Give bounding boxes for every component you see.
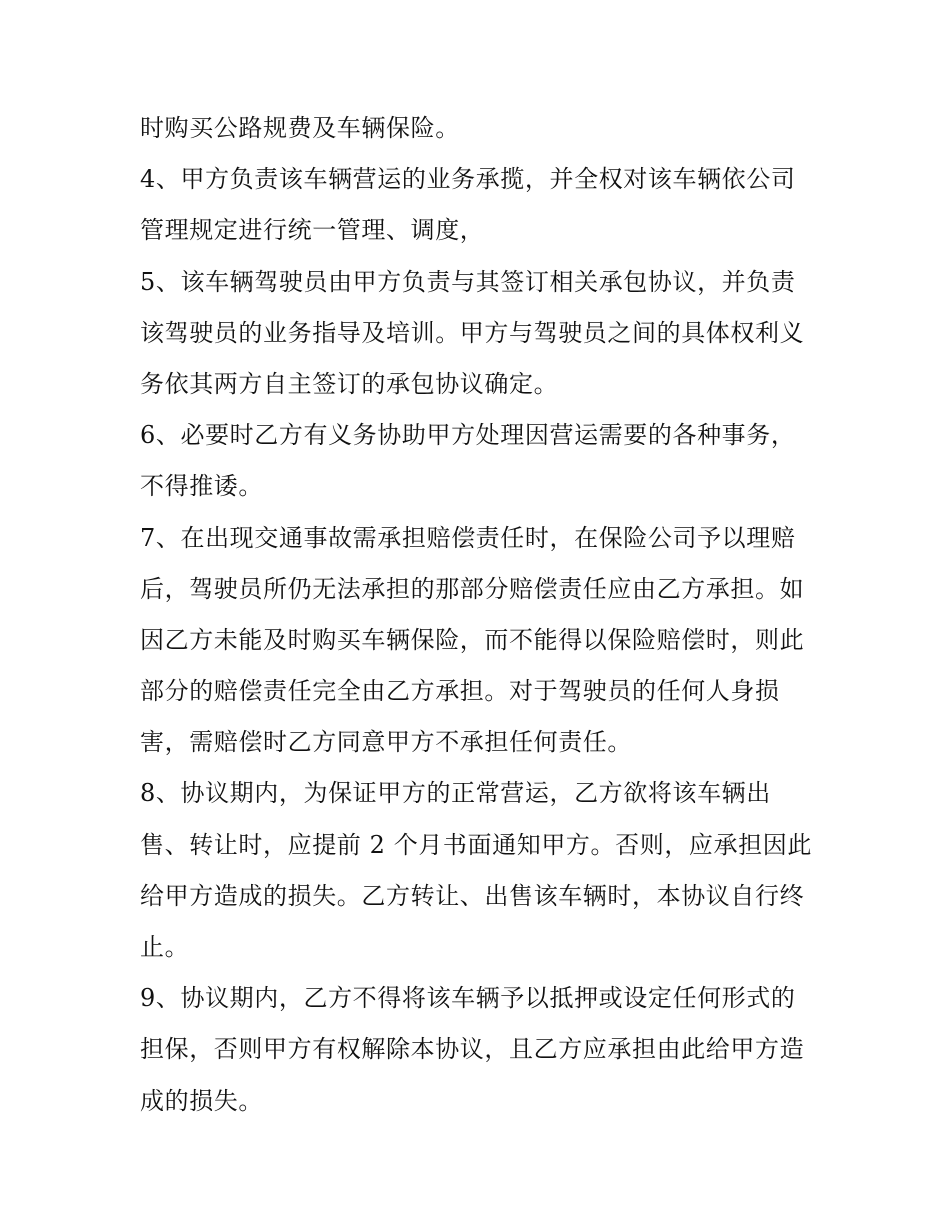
text-line: 8、协议期内，为保证甲方的正常营运，乙方欲将该车辆出 <box>140 779 771 808</box>
text-line: 时购买公路规费及车辆保险。 <box>140 114 460 142</box>
text-line: 6、必要时乙方有义务协助甲方处理因营运需要的各种事务， <box>140 421 796 450</box>
text-line: 4、甲方负责该车辆营运的业务承揽，并全权对该车辆依公司 <box>140 165 796 194</box>
text-line: 售、转让时，应提前 2 个月书面通知甲方。否则，应承担因此 <box>140 830 812 859</box>
text-line: 止。 <box>140 933 190 961</box>
text-line: 9、协议期内，乙方不得将该车辆予以抵押或设定任何形式的 <box>140 984 796 1013</box>
text-line: 成的损失。 <box>140 1086 263 1115</box>
text-line: 给甲方造成的损失。乙方转让、出售该车辆时，本协议自行终 <box>140 881 805 910</box>
document-body <box>140 103 820 1127</box>
text-line: 部分的赔偿责任完全由乙方承担。对于驾驶员的任何人身损 <box>140 677 780 706</box>
text-line: 担保，否则甲方有权解除本协议，且乙方应承担由此给甲方造 <box>140 1035 805 1064</box>
text-line: 不得推诿。 <box>140 472 263 501</box>
text-line: 7、在出现交通事故需承担赔偿责任时，在保险公司予以理赔 <box>140 523 796 552</box>
text-line: 因乙方未能及时购买车辆保险，而不能得以保险赔偿时，则此 <box>140 625 805 654</box>
text-line: 务依其两方自主签订的承包协议确定。 <box>140 369 559 398</box>
text-line: 管理规定进行统一管理、调度， <box>140 216 485 245</box>
text-line: 5、该车辆驾驶员由甲方负责与其签订相关承包协议，并负责 <box>140 267 796 296</box>
text-line: 该驾驶员的业务指导及培训。甲方与驾驶员之间的具体权利义 <box>140 318 805 347</box>
text-line: 害，需赔偿时乙方同意甲方不承担任何责任。 <box>140 728 632 757</box>
text-line: 后，驾驶员所仍无法承担的那部分赔偿责任应由乙方承担。如 <box>140 574 805 603</box>
